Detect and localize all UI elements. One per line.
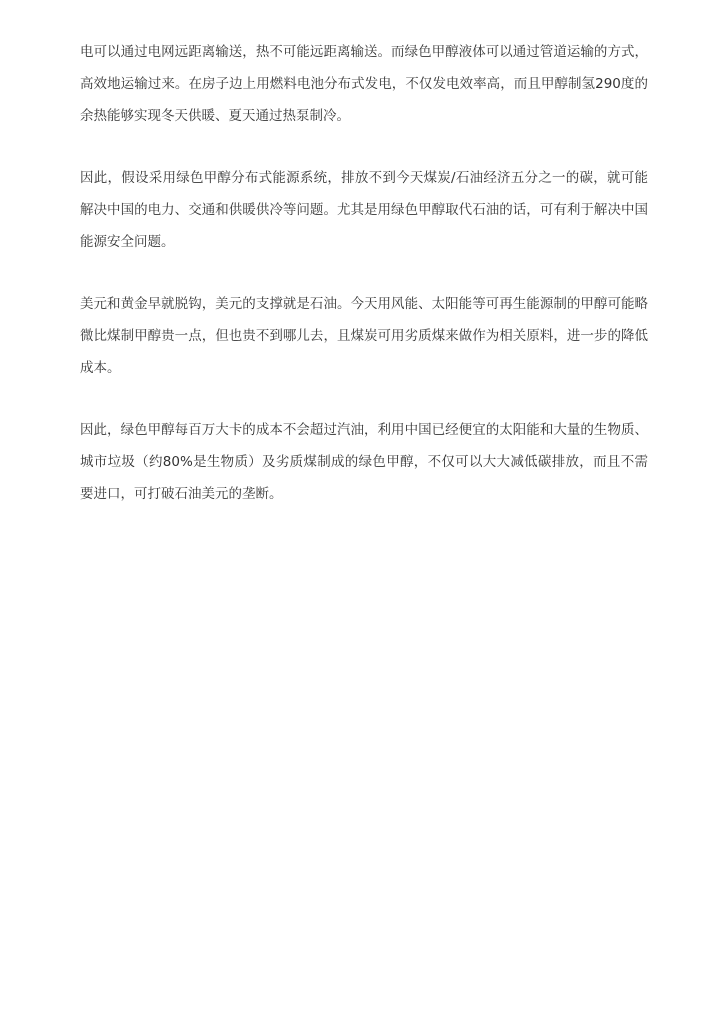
paragraph-1: 电可以通过电网远距离输送，热不可能远距离输送。而绿色甲醇液体可以通过管道运输的方式，高效地运输过来。在房子边上用燃料电池分布式发电，不仅发电效率高，而且甲醇制氢290度的余热能够实现冬天供暖、夏天通过热泵制冷。 — [80, 44, 648, 124]
paragraph-3: 美元和黄金早就脱钩，美元的支撑就是石油。今天用风能、太阳能等可再生能源制的甲醇可能略微比煤制甲醇贵一点，但也贵不到哪儿去，且煤炭可用劣质煤来做作为相关原料，进一步的降低成本。 — [80, 296, 648, 376]
paragraph-4: 因此，绿色甲醇每百万大卡的成本不会超过汽油，利用中国已经便宜的太阳能和大量的生物质、城市垃圾（约80%是生物质）及劣质煤制成的绿色甲醇，不仅可以大大减低碳排放，而且不需要进口，可打破石油美元的垄断。 — [80, 422, 648, 502]
article-body — [80, 36, 648, 540]
paragraph-2: 因此，假设采用绿色甲醇分布式能源系统，排放不到今天煤炭/石油经济五分之一的碳，就可能解决中国的电力、交通和供暖供冷等问题。尤其是用绿色甲醇取代石油的话，可有利于解决中国能源安全问题。 — [80, 170, 648, 250]
